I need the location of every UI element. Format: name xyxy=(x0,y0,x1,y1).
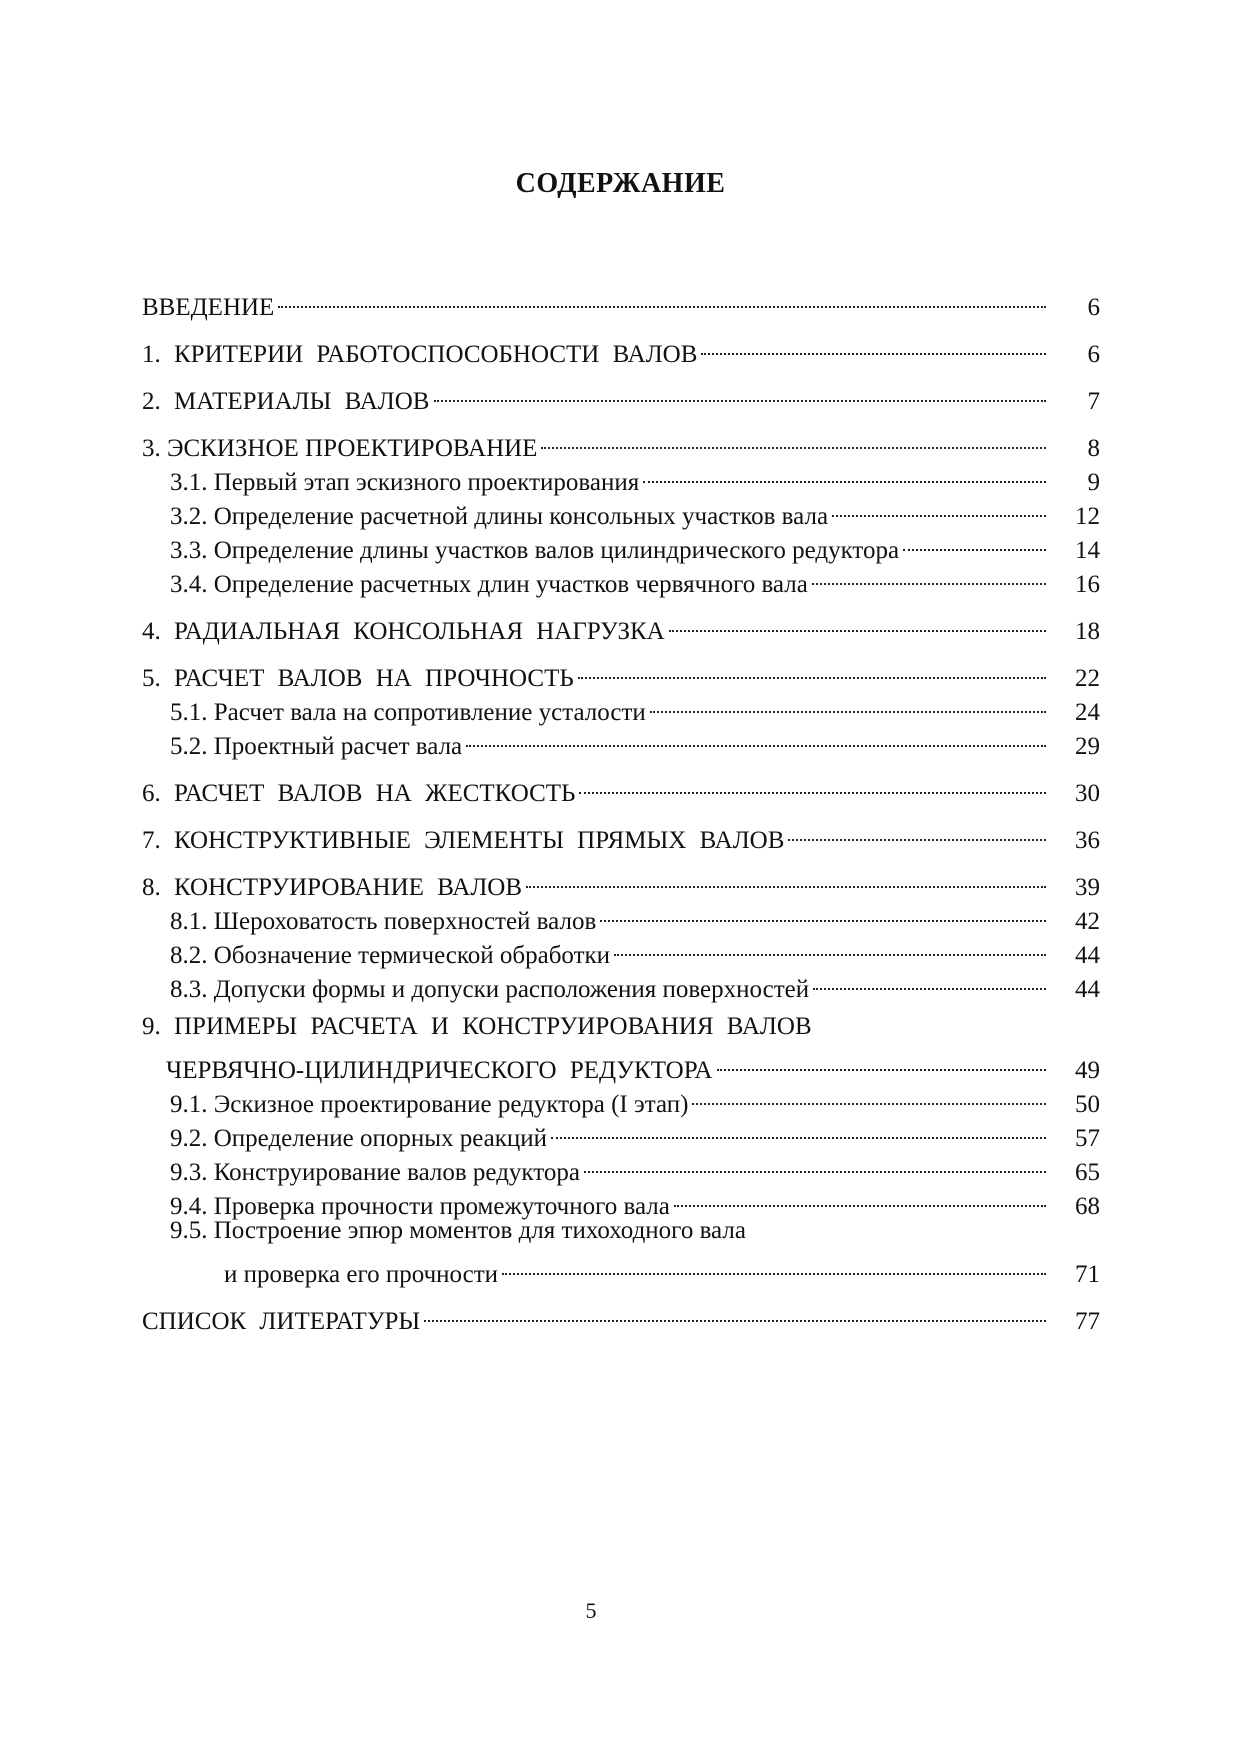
toc-entry-label: 9.5. Построение эпюр моментов для тихоходного вала xyxy=(170,1217,746,1244)
toc-entry-section-9-5-continued[interactable] xyxy=(142,1248,1100,1288)
toc-entry-label: 2. МАТЕРИАЛЫ ВАЛОВ xyxy=(142,388,430,415)
toc-entry-page: 18 xyxy=(1075,618,1100,645)
toc-entry-label: 9.3. Конструирование валов редуктора xyxy=(170,1159,580,1186)
page-title: СОДЕРЖАНИЕ xyxy=(515,168,726,199)
toc-entry-page: 71 xyxy=(1075,1261,1100,1288)
toc-entry-page: 22 xyxy=(1075,665,1100,692)
toc-entry-page: 12 xyxy=(1075,503,1100,530)
toc-entry-label: 9.1. Эскизное проектирование редуктора (I этап) xyxy=(170,1091,689,1118)
toc-entry-page: 7 xyxy=(1087,388,1100,415)
dot-leader xyxy=(813,963,1046,997)
toc-entry-page: 6 xyxy=(1087,294,1100,321)
toc-entry-label: 9.2. Определение опорных реакций xyxy=(170,1125,548,1152)
toc-entry-page: 65 xyxy=(1075,1159,1100,1186)
dot-leader xyxy=(832,490,1046,524)
toc-entry-label: ЧЕРВЯЧНО-ЦИЛИНДРИЧЕСКОГО РЕДУКТОРА xyxy=(166,1057,713,1084)
toc-entry-label: 3.1. Первый этап эскизного проектирования xyxy=(170,469,640,496)
toc-entry-page: 9 xyxy=(1087,469,1100,496)
dot-leader xyxy=(424,1295,1046,1329)
dot-leader xyxy=(600,895,1046,929)
toc-entry-label: 3.4. Определение расчетных длин участков червячного вала xyxy=(170,571,808,598)
toc-entry-introduction[interactable] xyxy=(142,281,1100,321)
toc-entry-page: 24 xyxy=(1075,699,1100,726)
toc-entry-page: 29 xyxy=(1075,733,1100,760)
dot-leader xyxy=(717,1044,1047,1078)
dot-leader xyxy=(701,328,1046,362)
toc-entry-label: 9.4. Проверка прочности промежуточного вала xyxy=(170,1193,670,1220)
dot-leader xyxy=(903,524,1046,558)
toc-entry-page: 50 xyxy=(1075,1091,1100,1118)
toc-entry-chapter-3[interactable] xyxy=(142,422,1100,462)
toc-entry-page: 44 xyxy=(1075,942,1100,969)
toc-entry-chapter-4[interactable] xyxy=(142,605,1100,645)
toc-entry-label: 3.3. Определение длины участков валов цилиндрического редуктора xyxy=(170,537,900,564)
dot-leader xyxy=(584,1146,1046,1180)
toc-entry-label: и проверка его прочности xyxy=(224,1261,499,1288)
dot-leader xyxy=(579,767,1046,801)
toc-entry-references[interactable] xyxy=(142,1295,1100,1335)
dot-leader xyxy=(502,1248,1046,1282)
toc-entry-chapter-9[interactable] xyxy=(142,1010,1100,1044)
toc-entry-page: 36 xyxy=(1075,827,1100,854)
dot-leader xyxy=(434,375,1047,409)
toc-entry-label: 8.1. Шероховатость поверхностей валов xyxy=(170,908,597,935)
toc-entry-page: 16 xyxy=(1075,571,1100,598)
toc-entry-label: 3. ЭСКИЗНОЕ ПРОЕКТИРОВАНИЕ xyxy=(142,435,538,462)
toc-entry-label: 5.1. Расчет вала на сопротивление усталости xyxy=(170,699,646,726)
toc-entry-page: 68 xyxy=(1075,1193,1100,1220)
toc-entry-page: 57 xyxy=(1075,1125,1100,1152)
toc-entry-label: 5. РАСЧЕТ ВАЛОВ НА ПРОЧНОСТЬ xyxy=(142,665,574,692)
dot-leader xyxy=(692,1078,1046,1112)
toc-entry-page: 39 xyxy=(1075,874,1100,901)
toc-entry-chapter-7[interactable] xyxy=(142,814,1100,854)
dot-leader xyxy=(812,558,1046,592)
dot-leader xyxy=(674,1180,1046,1214)
toc-entry-section-9-5[interactable] xyxy=(142,1214,1100,1248)
toc-entry-label: 6. РАСЧЕТ ВАЛОВ НА ЖЕСТКОСТЬ xyxy=(142,780,576,807)
dot-leader xyxy=(650,686,1046,720)
table-of-contents xyxy=(142,281,1100,1335)
page-number: 5 xyxy=(585,1598,597,1623)
toc-entry-label: СПИСОК ЛИТЕРАТУРЫ xyxy=(142,1308,421,1335)
dot-leader xyxy=(541,422,1046,456)
toc-entry-chapter-1[interactable] xyxy=(142,328,1100,368)
dot-leader xyxy=(614,929,1046,963)
dot-leader xyxy=(643,456,1046,490)
toc-entry-page: 49 xyxy=(1075,1057,1100,1084)
toc-entry-label: ВВЕДЕНИЕ xyxy=(142,294,275,321)
toc-entry-chapter-8[interactable] xyxy=(142,861,1100,901)
toc-entry-label: 8. КОНСТРУИРОВАНИЕ ВАЛОВ xyxy=(142,874,523,901)
dot-leader xyxy=(526,861,1046,895)
toc-entry-page: 42 xyxy=(1075,908,1100,935)
dot-leader xyxy=(466,720,1046,754)
toc-entry-page: 6 xyxy=(1087,341,1100,368)
toc-entry-page: 77 xyxy=(1075,1308,1100,1335)
toc-entry-page: 44 xyxy=(1075,976,1100,1003)
toc-entry-chapter-6[interactable] xyxy=(142,767,1100,807)
toc-entry-label: 5.2. Проектный расчет вала xyxy=(170,733,463,760)
toc-entry-label: 4. РАДИАЛЬНАЯ КОНСОЛЬНАЯ НАГРУЗКА xyxy=(142,618,665,645)
dot-leader xyxy=(788,814,1046,848)
toc-entry-label: 3.2. Определение расчетной длины консольных участков вала xyxy=(170,503,829,530)
toc-entry-label: 1. КРИТЕРИИ РАБОТОСПОСОБНОСТИ ВАЛОВ xyxy=(142,341,698,368)
toc-entry-page: 8 xyxy=(1087,435,1100,462)
toc-entry-chapter-9-continued[interactable] xyxy=(142,1044,1100,1084)
toc-entry-label: 8.2. Обозначение термической обработки xyxy=(170,942,611,969)
toc-entry-label: 9. ПРИМЕРЫ РАСЧЕТА И КОНСТРУИРОВАНИЯ ВАЛОВ xyxy=(142,1013,812,1040)
toc-entry-label: 7. КОНСТРУКТИВНЫЕ ЭЛЕМЕНТЫ ПРЯМЫХ ВАЛОВ xyxy=(142,827,785,854)
dot-leader xyxy=(551,1112,1046,1146)
toc-entry-page: 30 xyxy=(1075,780,1100,807)
toc-entry-chapter-5[interactable] xyxy=(142,652,1100,692)
dot-leader xyxy=(669,605,1046,639)
toc-entry-chapter-2[interactable] xyxy=(142,375,1100,415)
dot-leader xyxy=(578,652,1046,686)
dot-leader xyxy=(278,281,1046,315)
toc-entry-label: 8.3. Допуски формы и допуски расположения поверхностей xyxy=(170,976,810,1003)
toc-entry-page: 14 xyxy=(1075,537,1100,564)
